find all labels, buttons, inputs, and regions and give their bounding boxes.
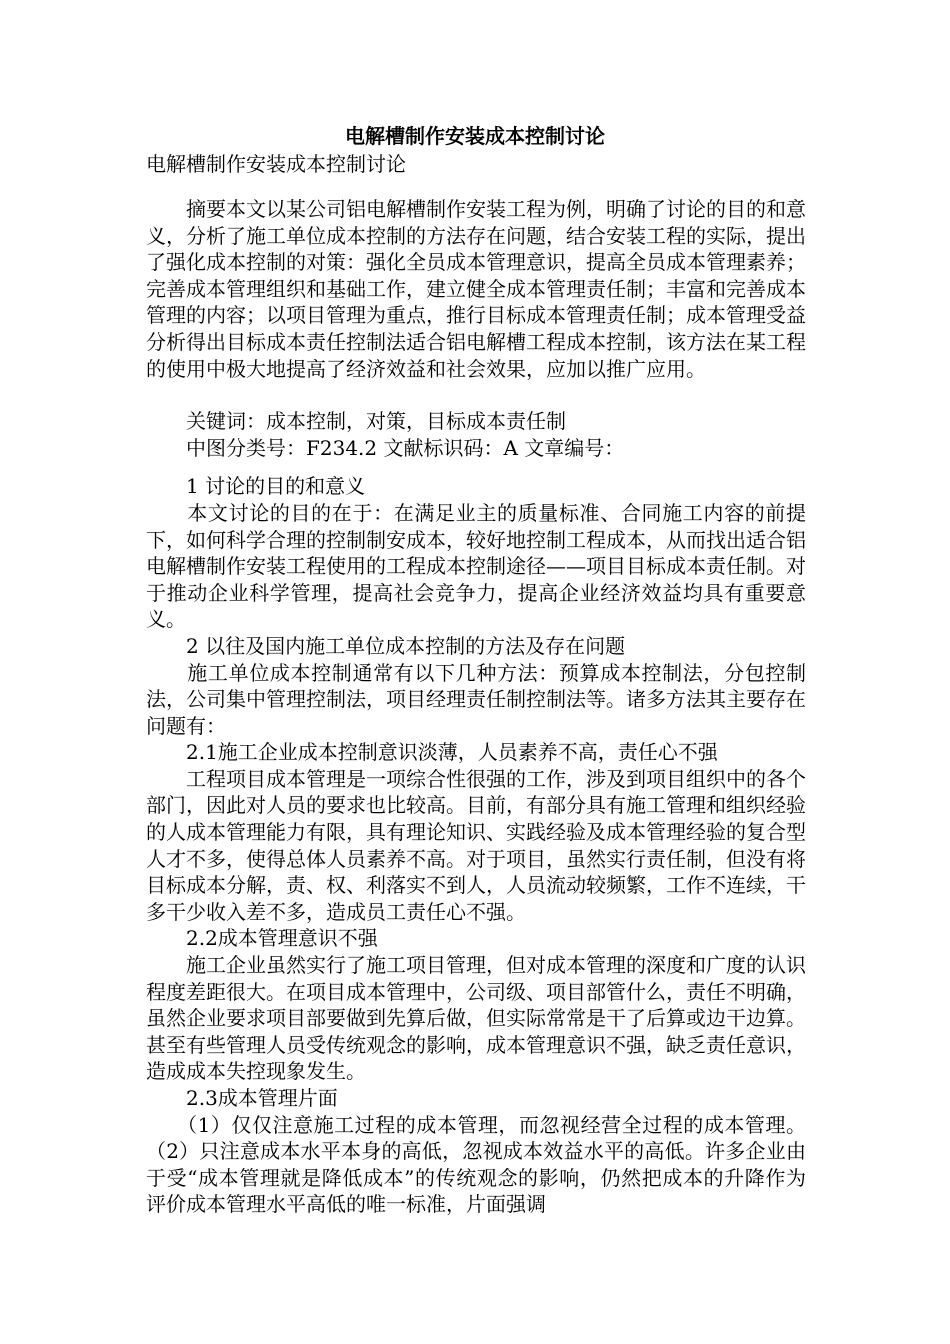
section-heading: 2 以往及国内施工单位成本控制的方法及存在问题 bbox=[146, 633, 626, 658]
spacer bbox=[146, 461, 806, 473]
spacer bbox=[146, 382, 806, 408]
body-paragraph: 施工企业虽然实行了施工项目管理，但对成本管理的深度和广度的认识程度差距很大。在项目成本管理中，公司级、项目部管什么，责任不明确，虽然企业要求项目部要做到先算后做，但实际常常是干了后算或边干边算。甚至有些管理人员受传统观念的影响，成本管理意识不强，缺乏责任意识，造成成本失控现象发生。 bbox=[146, 953, 806, 1084]
section-heading: 1 讨论的目的和意义 bbox=[146, 474, 366, 499]
subsection-heading: 2.3成本管理片面 bbox=[146, 1086, 338, 1110]
classification-line: 中图分类号：F234.2 文献标识码：A 文章编号： bbox=[146, 435, 625, 460]
subsection-heading: 2.1施工企业成本控制意识淡薄，人员素养不高，责任心不强 bbox=[146, 740, 718, 765]
body-paragraph: （1）仅仅注意施工过程的成本管理，而忽视经营全过程的成本管理。（2）只注意成本水平本身的高低，忽视成本效益水平的高低。许多企业由于受“成本管理就是降低成本”的传统观念的影响，仍然把成本的升降作为评价成本管理水平高低的唯一标准，片面强调 bbox=[146, 1112, 806, 1217]
body-paragraph: 工程项目成本管理是一项综合性很强的工作，涉及到项目组织中的各个部门，因此对人员的要求也比较高。目前，有部分具有施工管理和组织经验的人成本管理能力有限，具有理论知识、实践经验及成本管理经验的复合型人才不多，使得总体人员素养不高。对于项目，虽然实行责任制，但没有将目标成本分解，责、权、利落实不到人，人员流动较频繁，工作不连续，干多干少收入差不多，造成员工责任心不强。 bbox=[146, 766, 806, 924]
body-paragraph: 本文讨论的目的在于：在满足业主的质量标准、合同施工内容的前提下，如何科学合理的控制制安成本，较好地控制工程成本，从而找出适合铝电解槽制作安装工程使用的工程成本控制途径——项目目标成本责任制。对于推动企业科学管理，提高社会竞争力，提高企业经济效益均具有重要意义。 bbox=[146, 500, 806, 632]
document-subtitle: 电解槽制作安装成本控制讨论 bbox=[146, 152, 406, 176]
abstract-paragraph: 摘要本文以某公司铝电解槽制作安装工程为例，明确了讨论的目的和意义，分析了施工单位成本控制的方法存在问题，结合安装工程的实际，提出了强化成本控制的对策：强化全员成本管理意识，提高全员成本管理素养；完善成本管理组织和基础工作，建立健全成本管理责任制；丰富和完善成本管理的内容；以项目管理为重点，推行目标成本管理责任制；成本管理受益分析得出目标成本责任控制法适合铝电解槽工程成本控制，该方法在某工程的使用中极大地提高了经济效益和社会效果，应加以推广应用。 bbox=[146, 197, 806, 381]
document-title: 电解槽制作安装成本控制讨论 bbox=[345, 124, 605, 148]
keywords-line: 关键词：成本控制，对策，目标成本责任制 bbox=[146, 409, 566, 434]
document-body bbox=[146, 196, 806, 1218]
body-paragraph: 施工单位成本控制通常有以下几种方法：预算成本控制法，分包控制法，公司集中管理控制法，项目经理责任制控制法等。诸多方法其主要存在问题有： bbox=[146, 660, 806, 738]
subsection-heading: 2.2成本管理意识不强 bbox=[146, 926, 378, 951]
